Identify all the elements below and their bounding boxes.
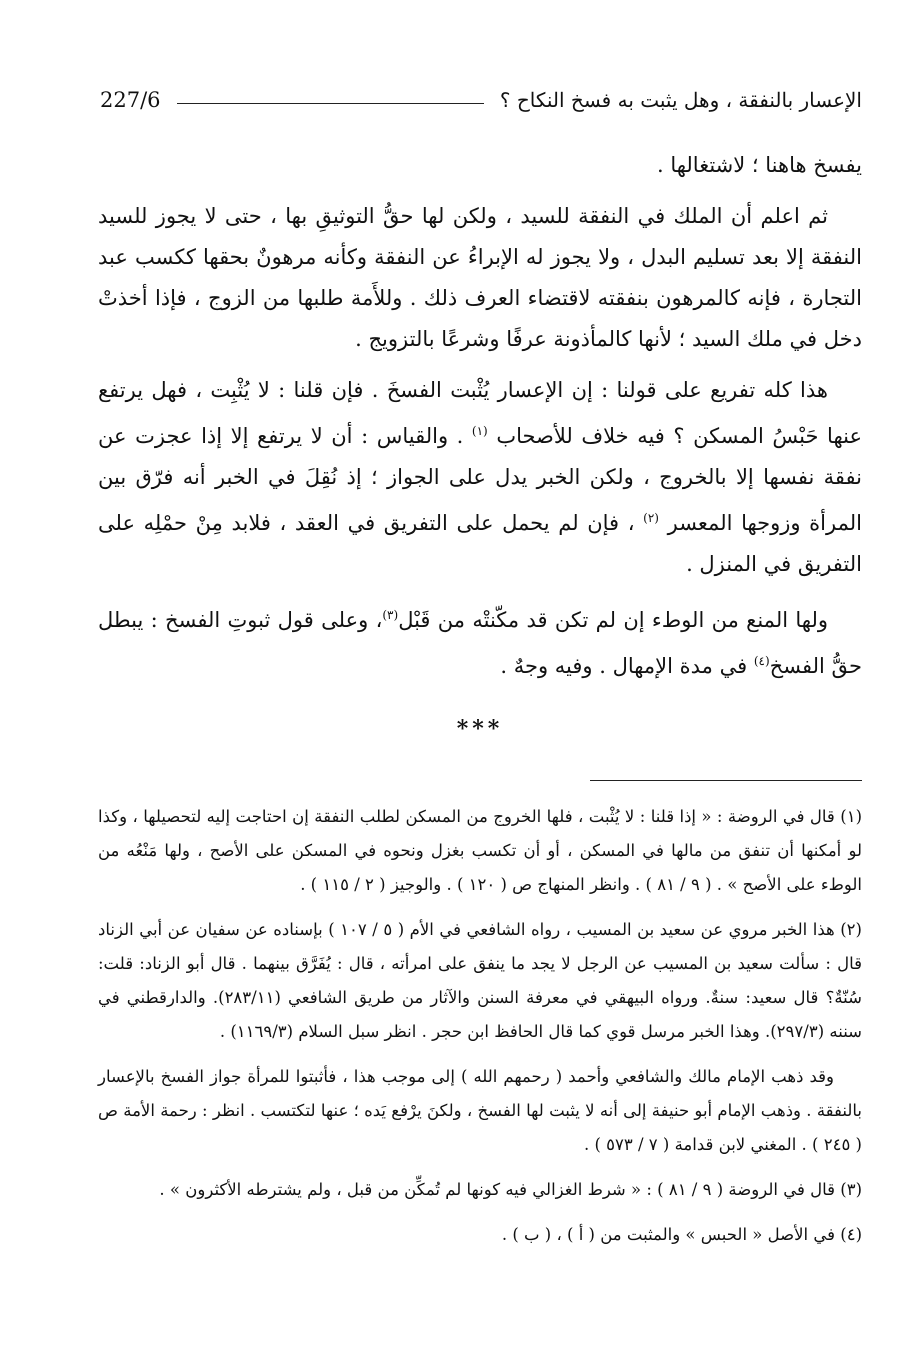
- footnote-2: (٢) هذا الخبر مروي عن سعيد بن المسيب ، رواه الشافعي في الأم ( ٥ / ١٠٧ ) بإسناده عن سفيان عن أبي الزناد قال : سألت سعيد بن المسيب عن الرجل لا يجد ما ينفق على امرأته ، قال : يُفَرَّق بينهما . قال أبو الزناد: قلت: سُنّةٌ؟ قال سعيد: سنةٌ. ورواه البيهقي في معرفة السنن والآثار من طريق الشافعي (٢٨٣/١١). والدارقطني في سننه (٢٩٧/٣). وهذا الخبر مرسل قوي كما قال الحافظ ابن حجر . انظر سبل السلام (١١٦٩/٣) .: [98, 920, 862, 1041]
- footnotes: [98, 800, 862, 1263]
- header-title: الإعسار بالنفقة ، وهل يثبت به فسخ النكاح ؟: [499, 88, 862, 112]
- paragraph-3-part-2: . والقياس : أن لا يرتفع إلا إذا عجزت عن نفقة نفسها إلا بالخروج ، ولكن الخبر يدل على الجواز ؛ إذ نُقِلَ في الخبر أنه فرّق بين المرأة وزوجها المعسر: [98, 424, 862, 535]
- footnote-ref-1: (١): [471, 424, 488, 438]
- paragraph-4: [98, 595, 862, 687]
- footnote-4: (٤) في الأصل « الحبس » والمثبت من ( أ ) ، ( ب ) .: [501, 1225, 862, 1244]
- paragraph-4-part-2: ، وعلى قول ثبوتِ الفسخ : يبطل حقُّ الفسخ: [98, 608, 862, 678]
- footnote-ref-4: (٤): [753, 654, 770, 668]
- footnote-2-continuation: وقد ذهب الإمام مالك والشافعي وأحمد ( رحمهم الله ) إلى موجب هذا ، فأثبتوا للمرأة جواز الفسخ بالإعسار بالنفقة . وذهب الإمام أبو حنيفة إلى أنه لا يثبت لها الفسخ ، ولكنَ يرْفع يَده ؛ عنها لتكتسب . انظر : رحمة الأمة ص ( ٢٤٥ ) . المغني لابن قدامة ( ٧ / ٥٧٣ ) .: [98, 1067, 862, 1154]
- paragraph-3: [98, 370, 862, 585]
- header-rule: [177, 103, 484, 104]
- footnote-ref-3: (٣): [382, 608, 399, 622]
- footnote-ref-2: (٢): [643, 511, 659, 525]
- footnote-1: (١) قال في الروضة : « إذا قلنا : لا يُثْبت ، فلها الخروج من المسكن لطلب النفقة إن احتاجت إليه لتحصيلها ، وكذا لو أمكنها أن تنفق من مالها في المسكن ، أو أن تكسب بغزل ونحوه في المسكن على الأصح ، ولها مَنْعُه من الوطء على الأصح » . ( ٩ / ٨١ ) . وانظر المنهاج ص ( ١٢٠ ) . والوجيز ( ٢ / ١١٥ ) .: [98, 807, 862, 894]
- main-text: [98, 145, 862, 750]
- paragraph-3-part-3: ، فإن لم يحمل على التفريق في العقد ، فلابد مِنْ حمْلِه على التفريق في المنزل .: [98, 511, 862, 576]
- page-number: 227/6: [100, 88, 161, 112]
- footnote-3: (٣) قال في الروضة ( ٩ / ٨١ ) : « شرط الغزالي فيه كونها لم تُمكِّن من قبل ، ولم يشترطه الأكثرون » .: [159, 1180, 862, 1199]
- paragraph-1: يفسخ هاهنا ؛ لاشتغالها .: [656, 153, 862, 177]
- paragraph-2: ثم اعلم أن الملك في النفقة للسيد ، ولكن لها حقُّ التوثيقِ بها ، حتى لا يجوز للسيد النفقة إلا بعد تسليم البدل ، ولا يجوز له الإبراءُ عن النفقة وكأنه مرهونٌ بحقها ككسب عبد التجارة ، فإنه كالمرهون بنفقته لاقتضاء العرف ذلك . وللأَمة طلبها من الزوج ، فإذا أخذتْ دخل في ملك السيد ؛ لأنها كالمأذونة عرفًا وشرعًا بالتزويج .: [98, 204, 862, 351]
- footnote-separator: [590, 780, 862, 781]
- paragraph-4-part-1: ولها المنع من الوطء إن لم تكن قد مكّنتْه من قَبْل: [398, 608, 829, 632]
- paragraph-4-part-3: في مدة الإمهال . وفيه وجهٌ .: [500, 654, 748, 678]
- running-header: [100, 82, 862, 118]
- section-separator-stars: ***: [456, 716, 504, 742]
- paragraph-3-part-1: هذا كله تفريع على قولنا : إن الإعسار يُثْبت الفسخَ . فإن قلنا : لا يُثْبِت ، فهل يرتفع عنها حَبْسُ المسكن ؟ فيه خلاف للأصحاب: [98, 378, 862, 448]
